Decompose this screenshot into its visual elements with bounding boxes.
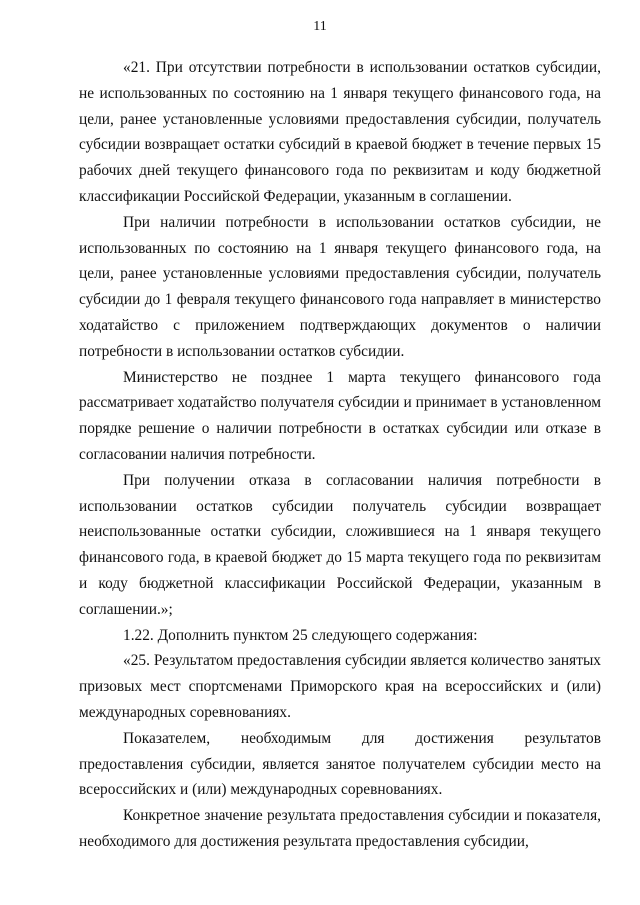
paragraph-specific-value: Конкретное значение результата предоставления субсидии и показателя, необходимого для достижения результата предоставления субсидии, <box>79 807 601 850</box>
paragraph-clause-25: «25. Результатом предоставления субсидии является количество занятых призовых мест спортсменами Приморского края на всероссийских и (или) международных соревнованиях. <box>79 652 601 721</box>
paragraph-amendment-1-22: 1.22. Дополнить пунктом 25 следующего содержания: <box>123 626 478 644</box>
document-body <box>79 55 601 855</box>
paragraph-clause-21: «21. При отсутствии потребности в использовании остатков субсидии, не использованных по состоянию на 1 января текущего финансового года, на цели, ранее установленные условиями предоставления субсидии, получатель субсидии возвращает остатки субсидий в краевой бюджет в течение первых 15 рабочих дней текущего финансового года по реквизитам и коду бюджетной классификации Российской Федерации, указанным в соглашении. <box>79 59 601 205</box>
paragraph-indicator: Показателем, необходимым для достижения результатов предоставления субсидии, является занятое получателем субсидии место на всероссийских и (или) международных соревнованиях. <box>79 729 601 799</box>
paragraph-ministry-review: Министерство не позднее 1 марта текущего финансового года рассматривает ходатайство получателя субсидии и принимает в установленном порядке решение о наличии потребности в остатках субсидии или отказе в согласовании наличия потребности. <box>79 368 601 463</box>
paragraph-refusal: При получении отказа в согласовании наличия потребности в использовании остатков субсидии получатель субсидии возвращает неиспользованные остатки субсидии, сложившиеся на 1 января текущего финансового года, в краевой бюджет до 15 марта текущего года по реквизитам и коду бюджетной классификации Российской Федерации, указанным в соглашении.»; <box>79 471 601 618</box>
paragraph-remaining-need: При наличии потребности в использовании остатков субсидии, не использованных по состоянию на 1 января текущего финансового года, на цели, ранее установленные условиями предоставления субсидии, получатель субсидии до 1 февраля текущего финансового года направляет в министерство ходатайство с приложением подтверждающих документов о наличии потребности в использовании остатков субсидии. <box>79 213 601 360</box>
page-number: 11 <box>313 19 327 34</box>
